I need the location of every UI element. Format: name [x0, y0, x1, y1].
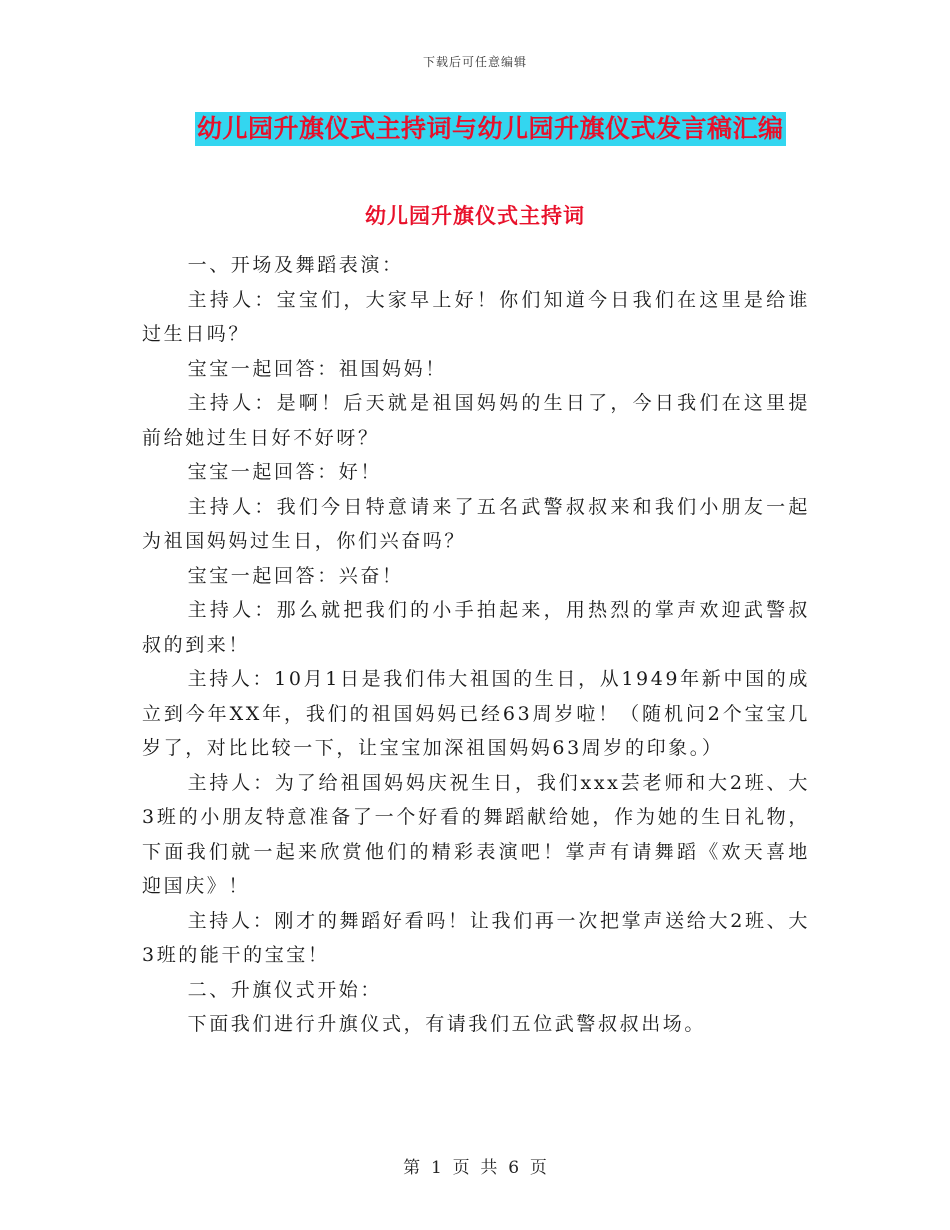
- page-number: 第 1 页 共 6 页: [403, 1158, 547, 1178]
- paragraph: 宝宝一起回答：祖国妈妈！: [187, 357, 447, 380]
- header-note: 下载后可任意编辑: [422, 55, 527, 69]
- paragraph: 主持人：为了给祖国妈妈庆祝生日，我们xxx芸老师和大2班、大3班的小朋友特意准备了一个好看的舞蹈献给她，作为她的生日礼物，下面我们就一起来欣赏他们的精彩表演吧！掌声有请舞蹈《欢天喜地迎国庆》！: [142, 771, 810, 897]
- paragraph: 宝宝一起回答：兴奋！: [187, 564, 404, 587]
- paragraph: 主持人：是啊！后天就是祖国妈妈的生日了，今日我们在这里提前给她过生日好不好呀？: [142, 392, 810, 449]
- paragraph: 主持人：刚才的舞蹈好看吗！让我们再一次把掌声送给大2班、大3班的能干的宝宝！: [142, 909, 810, 966]
- section-title: 幼儿园升旗仪式主持词: [365, 203, 585, 228]
- paragraph: 下面我们进行升旗仪式，有请我们五位武警叔叔出场。: [187, 1013, 706, 1035]
- paragraph: 一、开场及舞蹈表演：: [187, 254, 404, 276]
- paragraph: 二、升旗仪式开始：: [187, 978, 382, 1001]
- paragraph: 宝宝一起回答：好！: [187, 461, 382, 483]
- paragraph: 主持人：宝宝们，大家早上好！你们知道今日我们在这里是给谁过生日吗？: [142, 288, 810, 345]
- document-title: 幼儿园升旗仪式主持词与幼儿园升旗仪式发言稿汇编: [195, 112, 786, 146]
- document-body: [142, 248, 810, 1042]
- paragraph: 主持人：我们今日特意请来了五名武警叔叔来和我们小朋友一起为祖国妈妈过生日，你们兴奋吗？: [142, 495, 810, 552]
- paragraph: 主持人：那么就把我们的小手拍起来，用热烈的掌声欢迎武警叔叔的到来！: [142, 599, 810, 656]
- paragraph: 主持人：10月1日是我们伟大祖国的生日，从1949年新中国的成立到今年XX年，我们的祖国妈妈已经63周岁啦！（随机问2个宝宝几岁了，对比比较一下，让宝宝加深祖国妈妈63周岁的印象。）: [142, 668, 810, 759]
